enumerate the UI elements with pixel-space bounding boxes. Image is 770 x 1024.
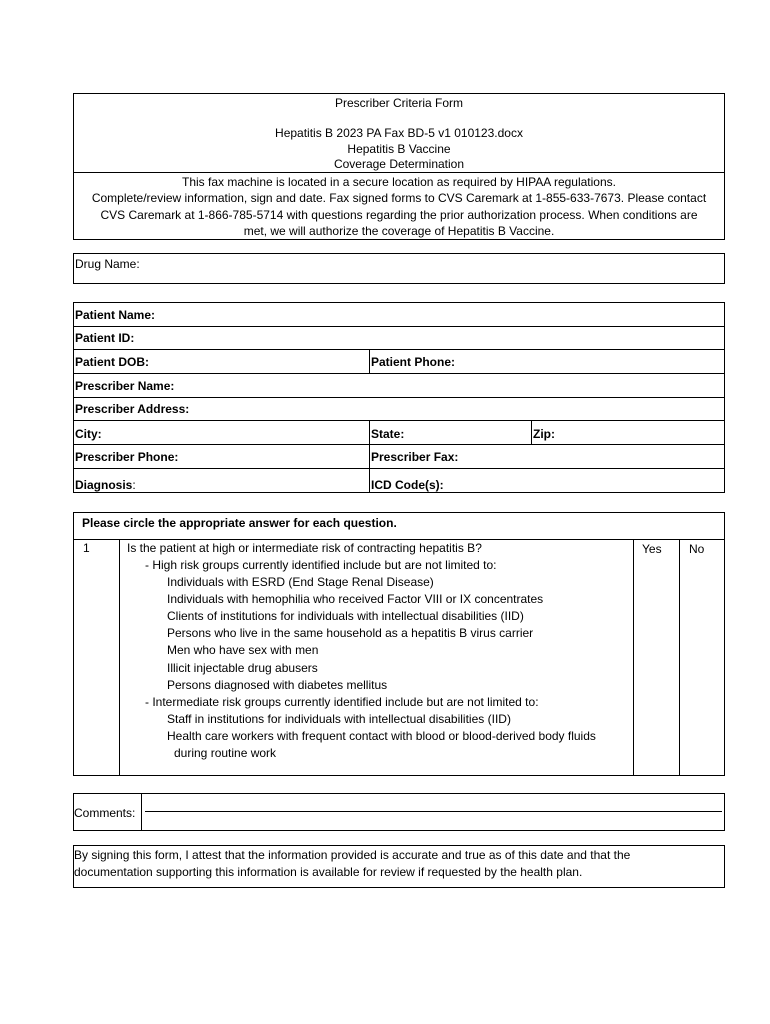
- question-table: [73, 512, 725, 776]
- risk-item: Individuals with hemophilia who received Factor VIII or IX concentrates: [167, 592, 544, 606]
- diagnosis-colon: :: [132, 478, 136, 492]
- drug-name-field[interactable]: [73, 253, 725, 284]
- intermediate-risk-heading: - Intermediate risk groups currently identified include but are not limited to:: [145, 695, 539, 709]
- patient-info-table: [73, 302, 725, 493]
- notice-line-3: CVS Caremark at 1-866-785-5714 with questions regarding the prior authorization process. When conditions are: [100, 208, 698, 222]
- patient-phone-field[interactable]: Patient Phone:: [371, 355, 456, 369]
- risk-item: Men who have sex with men: [167, 643, 319, 657]
- risk-item: Illicit injectable drug abusers: [167, 661, 318, 675]
- drug-name-label: Drug Name:: [75, 257, 140, 271]
- risk-item: Staff in institutions for individuals with intellectual disabilities (IID): [167, 712, 511, 726]
- comments-line[interactable]: [145, 811, 722, 812]
- header-divider: [74, 172, 724, 173]
- answer-yes[interactable]: Yes: [642, 542, 662, 556]
- question-instruction: Please circle the appropriate answer for each question.: [82, 516, 397, 530]
- comments-box: [73, 793, 725, 831]
- attestation-line-2: documentation supporting this information is available for review if requested by the health plan.: [74, 865, 583, 879]
- notice-line-1: This fax machine is located in a secure location as required by HIPAA regulations.: [181, 175, 616, 189]
- diagnosis-field[interactable]: [75, 478, 136, 492]
- risk-item: Individuals with ESRD (End Stage Renal Disease): [167, 575, 434, 589]
- form-header: [73, 93, 725, 240]
- risk-item: Clients of institutions for individuals with intellectual disabilities (IID): [167, 609, 524, 623]
- answer-no[interactable]: No: [689, 542, 705, 556]
- form-subtitle: Coverage Determination: [333, 157, 465, 171]
- notice-line-4: met, we will authorize the coverage of Hepatitis B Vaccine.: [243, 224, 555, 238]
- diagnosis-label: Diagnosis: [75, 478, 133, 492]
- question-text: Is the patient at high or intermediate risk of contracting hepatitis B?: [127, 541, 482, 555]
- drug-title: Hepatitis B Vaccine: [347, 142, 451, 156]
- risk-item-continued: during routine work: [174, 746, 277, 760]
- prescriber-name-field[interactable]: Prescriber Name:: [75, 379, 175, 393]
- risk-item: Health care workers with frequent contact with blood or blood-derived body fluids: [167, 729, 596, 743]
- attestation-line-1: By signing this form, I attest that the information provided is accurate and true as of this date and that the: [74, 848, 631, 862]
- prescriber-fax-field[interactable]: Prescriber Fax:: [371, 450, 459, 464]
- question-number: 1: [83, 541, 90, 555]
- icd-code-field[interactable]: ICD Code(s):: [371, 478, 444, 492]
- prescriber-phone-field[interactable]: Prescriber Phone:: [75, 450, 179, 464]
- state-field[interactable]: State:: [371, 427, 405, 441]
- notice-line-2: Complete/review information, sign and date. Fax signed forms to CVS Caremark at 1-855-633-7673. Please contact: [91, 191, 707, 205]
- form-title: Prescriber Criteria Form: [334, 96, 463, 110]
- prescriber-address-field[interactable]: Prescriber Address:: [75, 402, 190, 416]
- patient-name-field[interactable]: Patient Name:: [75, 308, 156, 322]
- comments-label: Comments:: [74, 806, 136, 820]
- risk-item: Persons diagnosed with diabetes mellitus: [167, 678, 388, 692]
- zip-field[interactable]: Zip:: [533, 427, 555, 441]
- document-name: Hepatitis B 2023 PA Fax BD-5 v1 010123.docx: [275, 126, 523, 140]
- patient-id-field[interactable]: Patient ID:: [75, 331, 135, 345]
- high-risk-heading: - High risk groups currently identified include but are not limited to:: [145, 558, 497, 572]
- risk-item: Persons who live in the same household as a hepatitis B virus carrier: [167, 626, 534, 640]
- attestation-box: [73, 845, 725, 888]
- patient-dob-field[interactable]: Patient DOB:: [75, 355, 150, 369]
- city-field[interactable]: City:: [75, 427, 102, 441]
